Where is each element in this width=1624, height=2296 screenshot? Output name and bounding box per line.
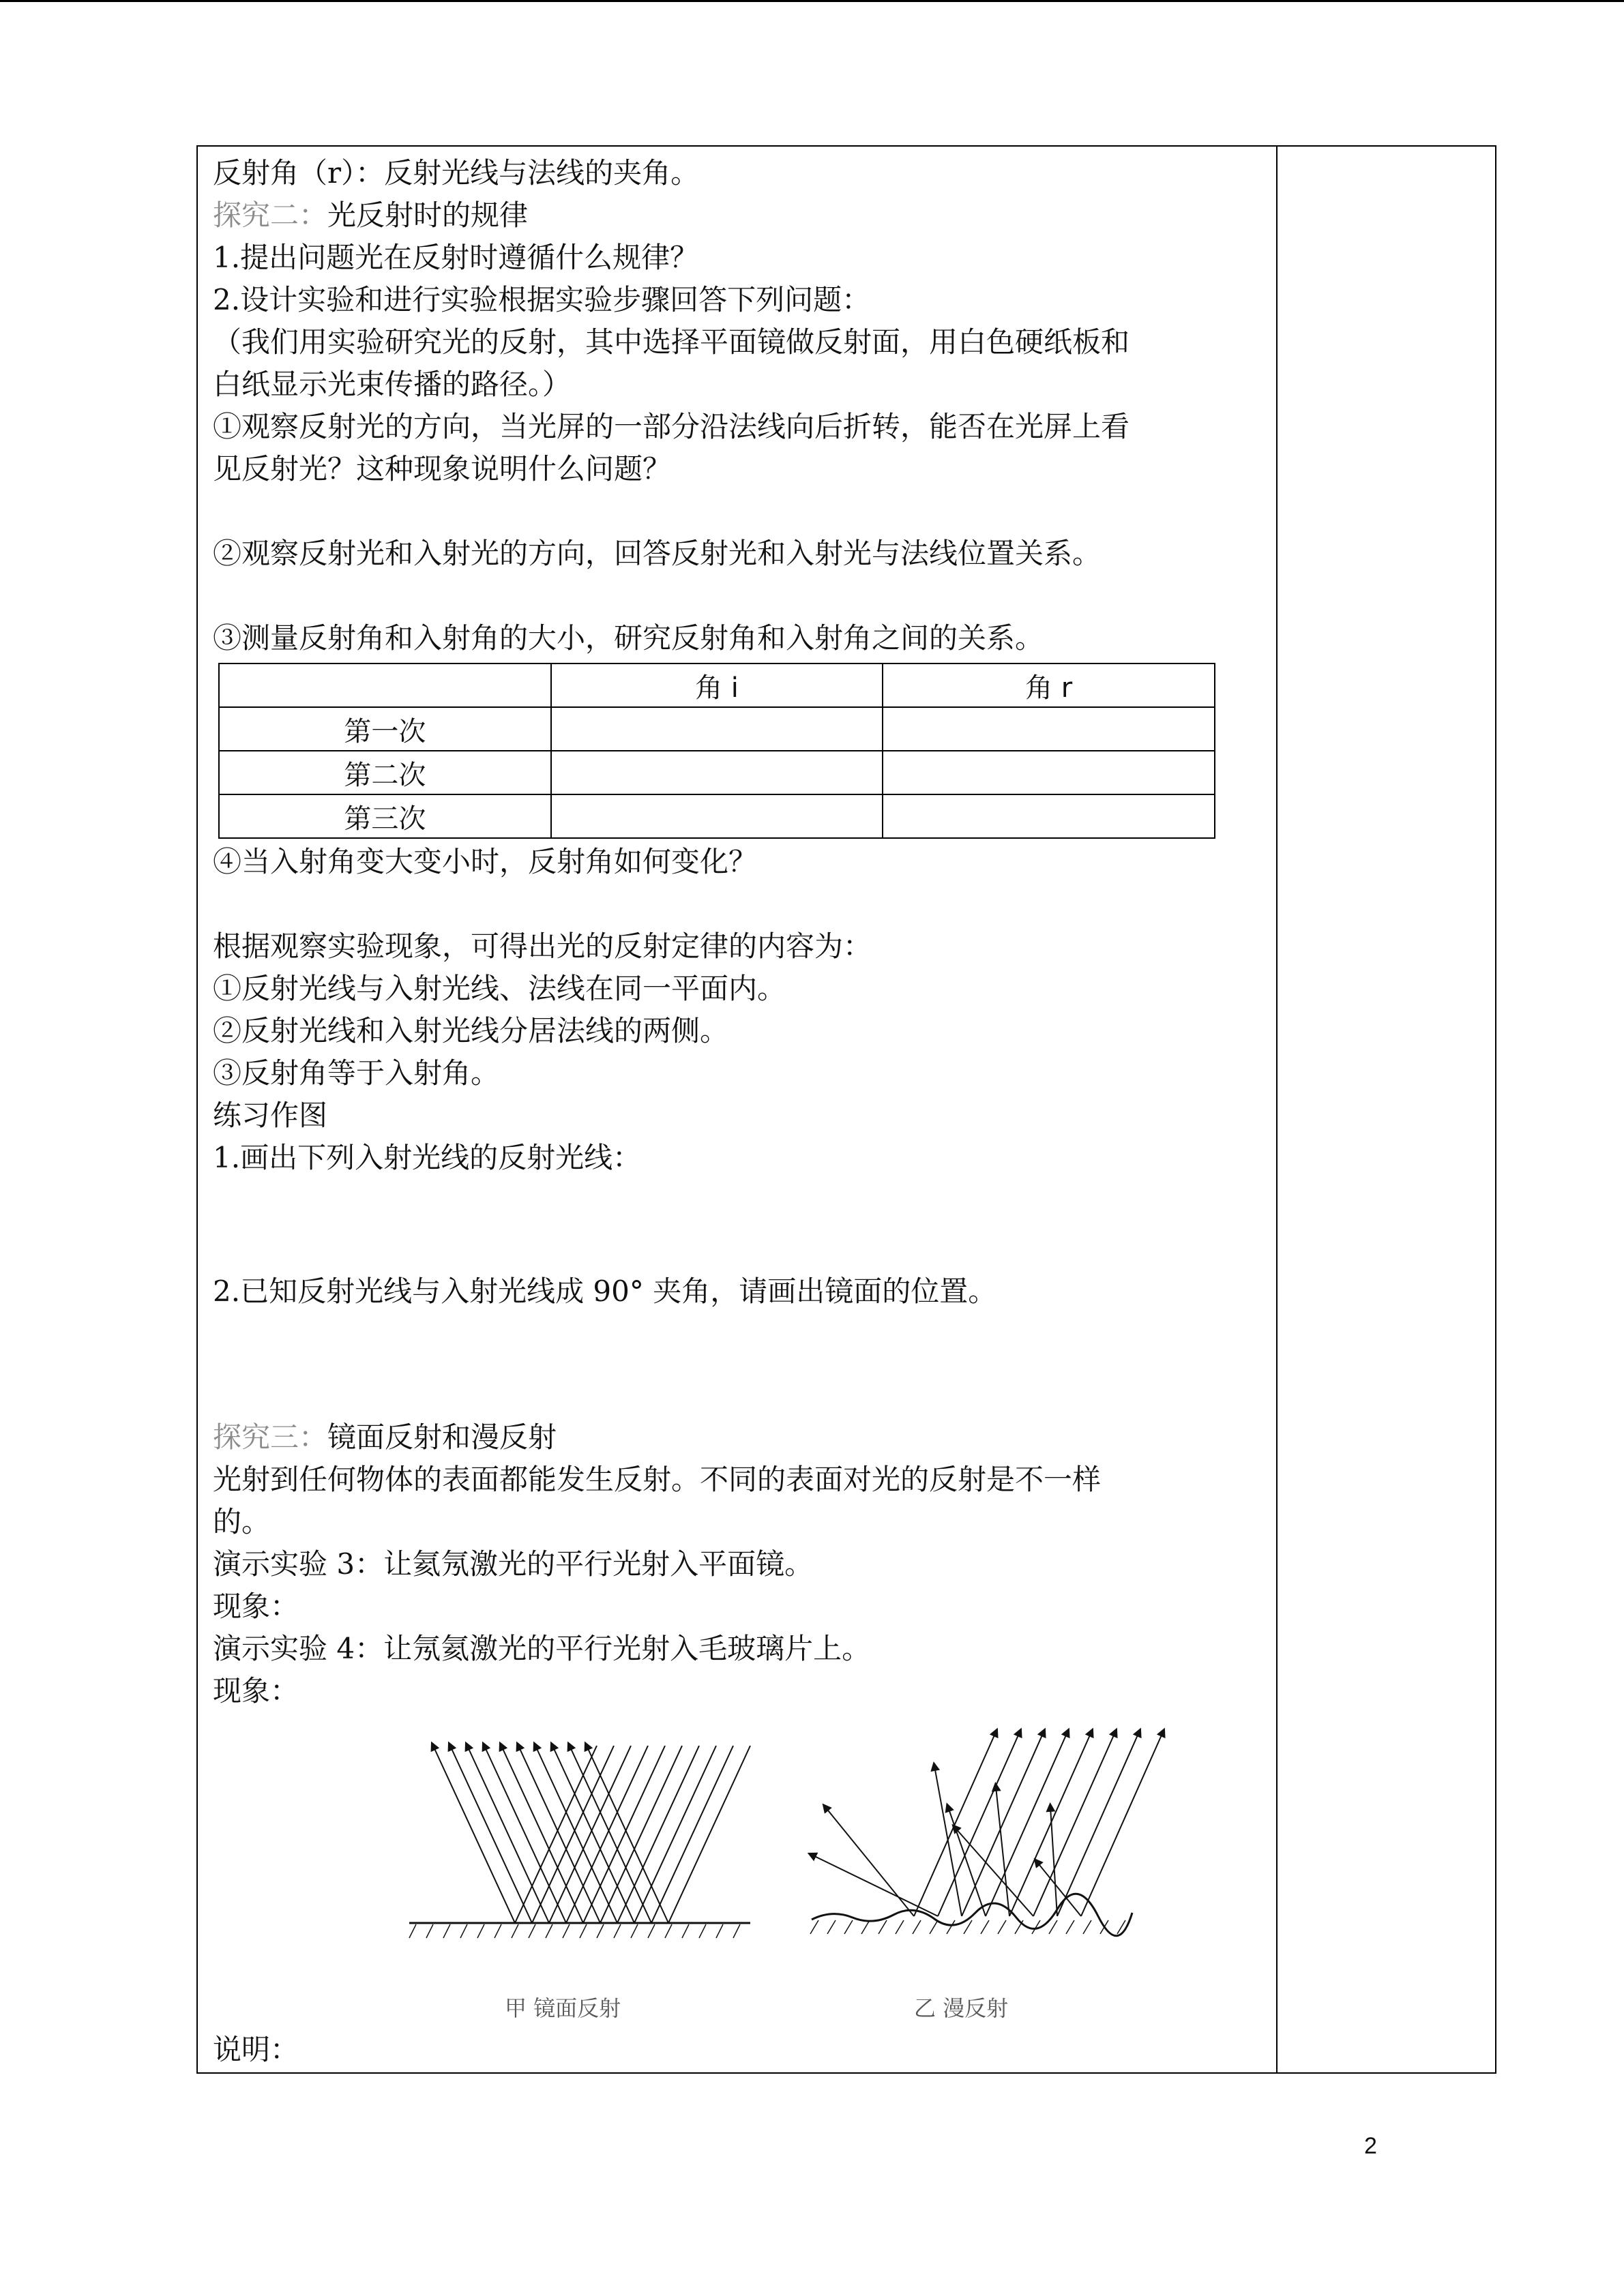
table-cell: 第二次 — [219, 751, 551, 794]
demo-4: 演示实验 4：让氖氦激光的平行光射入毛玻璃片上。 — [213, 1632, 871, 1665]
explore2-heading — [213, 194, 528, 237]
table-cell: 第三次 — [219, 794, 551, 838]
reflected-rays — [433, 1746, 668, 1923]
law-1: ①反射光线与入射光线、法线在同一平面内。 — [213, 972, 786, 1005]
step1-line-1: ①观察反射光的方向，当光屏的一部分沿法线向后折转，能否在光屏上看 — [213, 410, 1130, 443]
question-2: 2.设计实验和进行实验根据实验步骤回答下列问题： — [213, 283, 871, 316]
parallel-incident-rays — [914, 1732, 1163, 1916]
scattered-reflected-rays — [812, 1766, 1081, 1916]
page-top-border — [0, 0, 1624, 2]
rough-surface-hatching — [810, 1920, 1125, 1934]
step2: ②观察反射光和入射光的方向，回答反射光和入射光与法线位置关系。 — [213, 537, 1102, 570]
practice-1: 1.画出下列入射光线的反射光线： — [213, 1141, 642, 1174]
table-header-cell: 角 i — [551, 664, 883, 707]
table-header-row — [219, 664, 1215, 707]
table-cell[interactable] — [883, 794, 1215, 838]
law-2: ②反射光线和入射光线分居法线的两侧。 — [213, 1014, 729, 1047]
paragraph-line-1: 光射到任何物体的表面都能发生反射。不同的表面对光的反射是不一样 — [213, 1463, 1102, 1496]
incident-rays — [515, 1746, 750, 1923]
practice-2: 2.已知反射光线与入射光线成 90° 夹角，请画出镜面的位置。 — [213, 1274, 997, 1308]
reflect-angle-definition: 反射角（r）：反射光线与法线的夹角。 — [213, 156, 700, 190]
angle-measurement-table — [218, 663, 1215, 839]
explanation: 说明： — [213, 2033, 299, 2066]
demo-3: 演示实验 3：让氦氖激光的平行光射入平面镜。 — [213, 1547, 814, 1581]
page-number: 2 — [1364, 2133, 1377, 2159]
law-3: ③反射角等于入射角。 — [213, 1056, 500, 1090]
table-row — [219, 794, 1215, 838]
table-header-cell — [219, 664, 551, 707]
paragraph-line-2: 的。 — [213, 1505, 271, 1538]
note-line-1: （我们用实验研究光的反射，其中选择平面镜做反射面，用白色硬纸板和 — [213, 325, 1130, 359]
phenomenon-1: 现象： — [213, 1590, 299, 1623]
table-cell[interactable] — [551, 751, 883, 794]
table-cell: 第一次 — [219, 707, 551, 751]
explore3-title: 镜面反射和漫反射 — [327, 1420, 557, 1454]
reflection-figure — [382, 1705, 1200, 2048]
step1-line-2: 见反射光？这种现象说明什么问题？ — [213, 452, 672, 486]
notes-column-divider — [1276, 145, 1278, 2074]
step4: ④当入射角变大变小时，反射角如何变化？ — [213, 845, 758, 878]
diffuse-reflection-diagram — [810, 1732, 1163, 1936]
law-intro: 根据观察实验现象，可得出光的反射定律的内容为： — [213, 929, 872, 963]
diffuse-caption: 乙 漫反射 — [914, 1995, 1009, 2021]
specular-reflection-diagram — [409, 1746, 750, 1938]
table-cell[interactable] — [883, 707, 1215, 751]
rough-surface — [812, 1894, 1132, 1936]
note-line-2: 白纸显示光束传播的路径。） — [213, 368, 572, 401]
mirror-hatching — [409, 1924, 740, 1938]
practice-title: 练习作图 — [213, 1099, 328, 1132]
table-cell[interactable] — [883, 751, 1215, 794]
question-1: 1.提出问题光在反射时遵循什么规律？ — [213, 241, 699, 274]
table-cell[interactable] — [551, 707, 883, 751]
specular-caption: 甲 镜面反射 — [505, 1995, 621, 2021]
explore3-label: 探究三： — [213, 1420, 328, 1454]
phenomenon-2: 现象： — [213, 1674, 299, 1708]
explore2-label: 探究二： — [213, 198, 328, 232]
table-cell[interactable] — [551, 794, 883, 838]
table-row — [219, 751, 1215, 794]
explore2-title: 光反射时的规律 — [327, 198, 529, 232]
step3: ③测量反射角和入射角的大小，研究反射角和入射角之间的关系。 — [213, 621, 1044, 655]
table-row — [219, 707, 1215, 751]
explore3-heading — [213, 1416, 557, 1459]
table-header-cell: 角 r — [883, 664, 1215, 707]
